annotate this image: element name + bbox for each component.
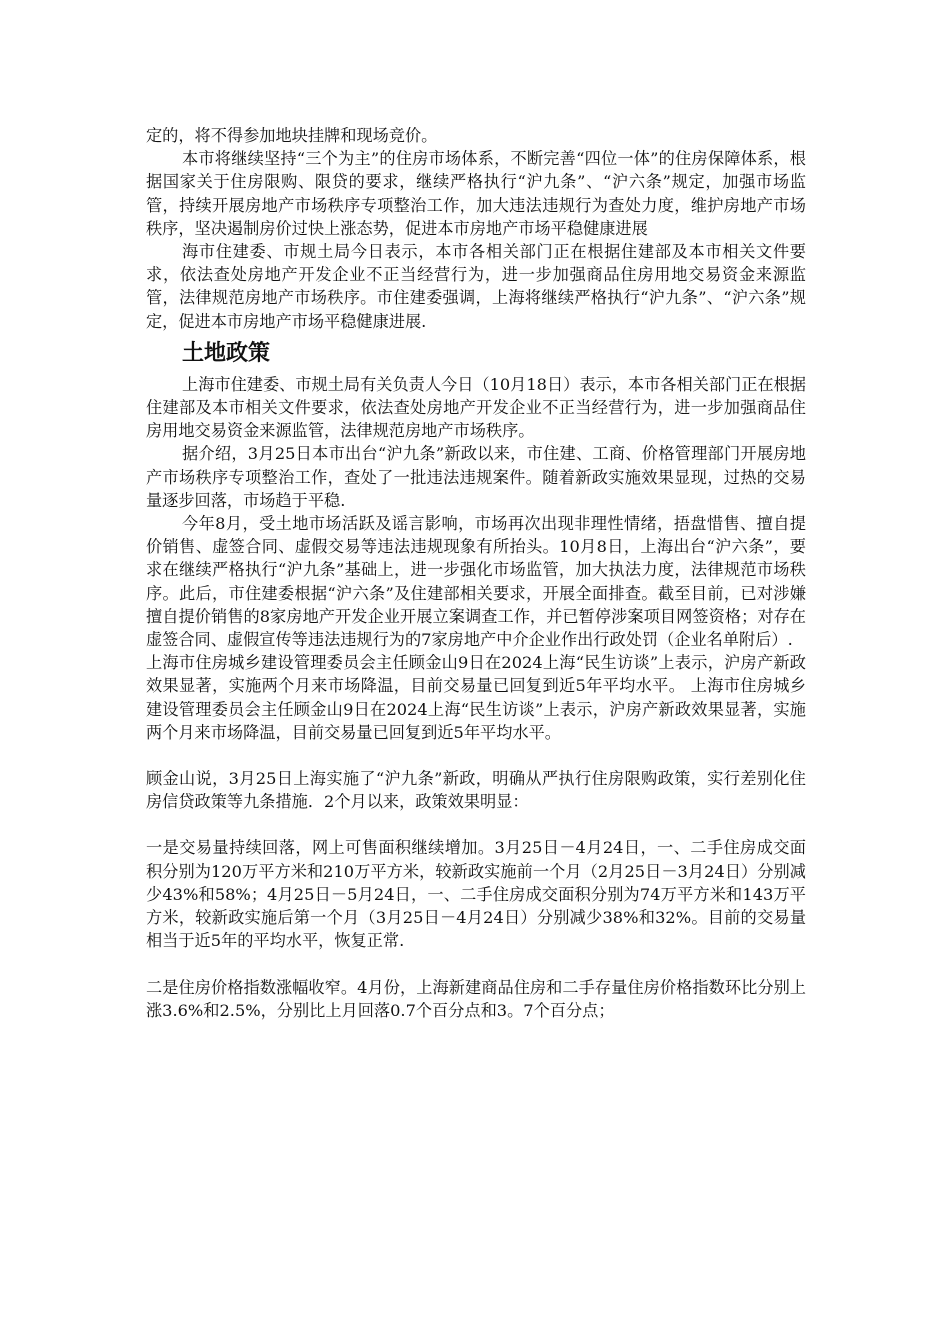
- paragraph-land-policy-intro: 上海市住建委、市规土局有关负责人今日（10月18日）表示，本市各相关部门正在根据住建部及本市相关文件要求，依法查处房地产开发企业不正当经营行为，进一步加强商品住房用地交易资金来源监管，法律规范房地产市场秩序。: [146, 374, 806, 441]
- paragraph-gap: [146, 813, 806, 836]
- document-page: [146, 124, 806, 1022]
- section-heading-land-policy: 土地政策: [182, 340, 271, 366]
- paragraph-gap: [146, 953, 806, 976]
- paragraph-continuation: 定的，将不得参加地块挂牌和现场竞价。: [146, 126, 438, 145]
- paragraph-introduction: 据介绍，3月25日本市出台“沪九条”新政以来，市住建、工商、价格管理部门开展房地产市场秩序专项整治工作，查处了一批违法违规案件。随着新政实施效果显现，过热的交易量逐步回落，市场趋于平稳.: [146, 444, 806, 510]
- paragraph-gu-jinshan: 顾金山说，3月25日上海实施了“沪九条”新政，明确从严执行住房限购政策，实行差别化住房信贷政策等九条措施．2个月以来，政策效果明显：: [146, 769, 806, 812]
- paragraph-transaction-volume: 一是交易量持续回落，网上可售面积继续增加。3月25日－4月24日，一、二手住房成交面积分别为120万平方米和210万平方米，较新政实施前一个月（2月25日－3月24日）分别减少43%和58%；4月25日－5月24日，一、二手住房成交面积分别为74万平方米和143万平方米，较新政实施后第一个月（3月25日－4月24日）分别减少38%和32%。目前的交易量相当于近5年的平均水平，恢复正常.: [146, 838, 806, 951]
- paragraph-housing-commission: 海市住建委、市规土局今日表示，本市各相关部门正在根据住建部及本市相关文件要求，依法查处房地产开发企业不正当经营行为，进一步加强商品住房用地交易资金来源监管，法律规范房地产市场秩序。市住建委强调，上海将继续严格执行“沪九条”、“沪六条”规定，促进本市房地产市场平稳健康进展.: [146, 242, 806, 331]
- paragraph-housing-system: 本市将继续坚持“三个为主”的住房市场体系，不断完善“四位一体”的住房保障体系，根据国家关于住房限购、限贷的要求，继续严格执行“沪九条”、“沪六条”规定，加强市场监管，持续开展房地产市场秩序专项整治工作，加大违法违规行为查处力度，维护房地产市场秩序，坚决遏制房价过快上涨态势，促进本市房地产市场平稳健康进展: [146, 149, 806, 238]
- paragraph-gap: [146, 744, 806, 767]
- paragraph-price-index: 二是住房价格指数涨幅收窄。4月份，上海新建商品住房和二手存量住房价格指数环比分别上涨3.6%和2.5%，分别比上月回落0.7个百分点和3。7个百分点；: [146, 977, 806, 1020]
- paragraph-august-market: 今年8月，受土地市场活跃及谣言影响，市场再次出现非理性情绪，捂盘惜售、擅自提价销售、虚签合同、虚假交易等违法违规现象有所抬头。10月8日，上海出台“沪六条”，要求在继续严格执行“沪九条”基础上，进一步强化市场监管，加大执法力度，法律规范市场秩序。此后，市住建委根据“沪六条”及住建部相关要求，开展全面排查。截至目前，已对涉嫌擅自提价销售的8家房地产开发企业开展立案调查工作，并已暂停涉案项目网签资格；对存在虚签合同、虚假宣传等违法违规行为的7家房地产中介企业作出行政处罚（企业名单附后）.: [146, 514, 806, 650]
- paragraph-interview: 上海市住房城乡建设管理委员会主任顾金山9日在2024上海“民生访谈”上表示，沪房产新政效果显著，实施两个月来市场降温，目前交易量已回复到近5年平均水平。 上海市住房城乡建设管理委员会主任顾金山9日在2024上海“民生访谈”上表示，沪房产新政效果显著，实施两个月来市场降温，目前交易量已回复到近5年平均水平。: [146, 653, 806, 742]
